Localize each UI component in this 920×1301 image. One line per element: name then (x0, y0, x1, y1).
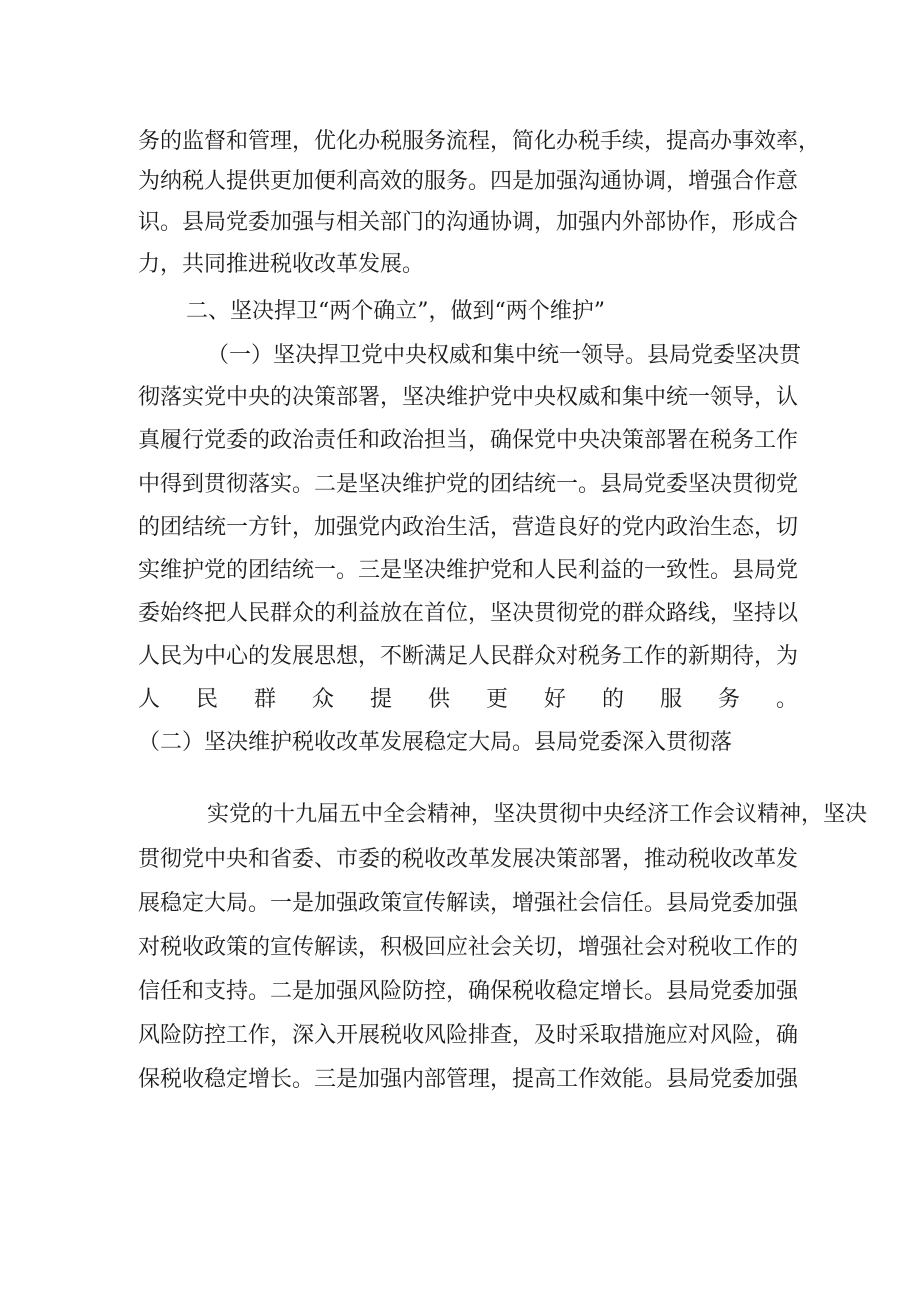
text-line: 展稳定大局。一是加强政策宣传解读，增强社会信任。县局党委加强 (138, 891, 799, 916)
text-line: 识。县局党委加强与相关部门的沟通协调，加强内外部协作，形成合 (138, 210, 799, 235)
text-line: （二）坚决维护税收改革发展稳定大局。县局党委深入贯彻落 (138, 730, 733, 755)
text-line: 中得到贯彻落实。二是坚决维护党的团结统一。县局党委坚决贯彻党 (138, 472, 799, 497)
text-line: 的团结统一方针，加强党内政治生活，营造良好的党内政治生态，切 (138, 515, 799, 540)
text-line: 力，共同推进税收改革发展。 (138, 252, 425, 277)
text-line: 人民为中心的发展思想，不断满足人民群众对税务工作的新期待，为 (138, 644, 799, 669)
text-line: 委始终把人民群众的利益放在首位，坚决贯彻党的群众路线，坚持以 (138, 601, 799, 626)
text-line: 信任和支持。二是加强风险防控，确保税收稳定增长。县局党委加强 (138, 979, 799, 1004)
text-line: 对税收政策的宣传解读，积极回应社会关切，增强社会对税收工作的 (138, 935, 799, 960)
text-line: 人民群众提供更好的服务。 (138, 687, 798, 712)
text-line: 风险防控工作，深入开展税收风险排查，及时采取措施应对风险，确 (138, 1023, 799, 1048)
text-line: 彻落实党中央的决策部署，坚决维护党中央权威和集中统一领导，认 (138, 385, 799, 410)
text-line (138, 1148, 798, 1188)
text-line: 真履行党委的政治责任和政治担当，确保党中央决策部署在税务工作 (138, 428, 799, 453)
text-line: 务的监督和管理，优化办税服务流程，简化办税手续，提高办事效率， (138, 129, 821, 154)
text-line: （一）坚决捍卫党中央权威和集中统一领导。县局党委坚决贯 (207, 343, 802, 368)
text-line: 实维护党的团结统一。三是坚决维护党和人民利益的一致性。县局党 (138, 558, 799, 583)
text-line: 实党的十九届五中全会精神，坚决贯彻中央经济工作会议精神，坚决 (207, 802, 868, 827)
text-line: 保税收稳定增长。三是加强内部管理，提高工作效能。县局党委加强 (138, 1067, 799, 1092)
text-line: 为纳税人提供更加便利高效的服务。四是加强沟通协调，增强合作意 (138, 169, 799, 194)
text-line: 贯彻党中央和省委、市委的税收改革发展决策部署，推动税收改革发 (138, 847, 799, 872)
section-heading: 二、坚决捍卫“两个确立”，做到“两个维护” (186, 299, 605, 324)
text-line (138, 1104, 798, 1144)
